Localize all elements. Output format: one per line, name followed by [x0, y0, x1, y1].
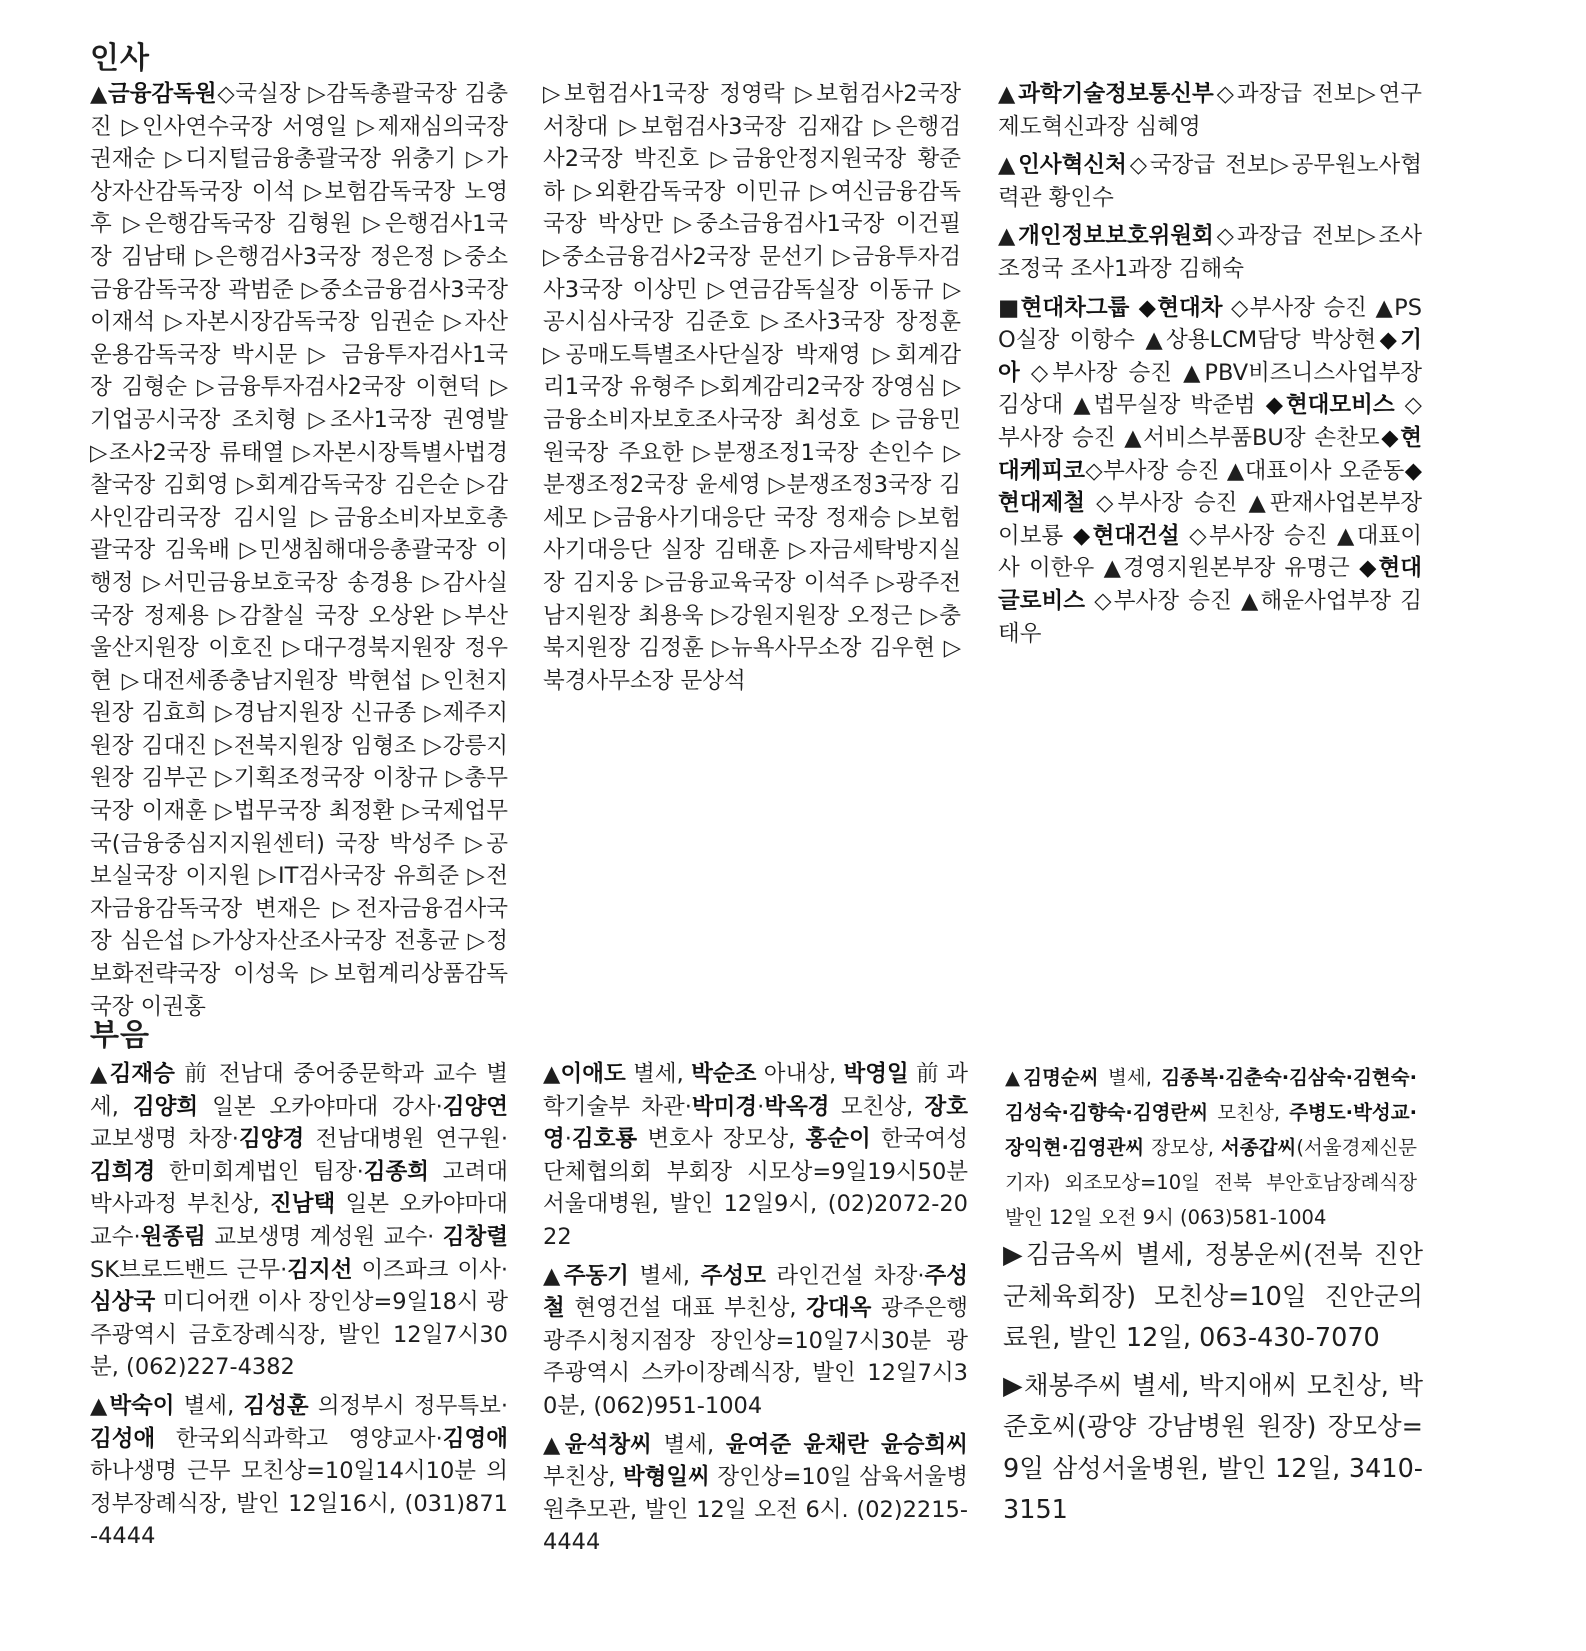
- body-text: 장모상,: [1144, 1136, 1221, 1159]
- body-text: ◇부사장 승진 ▲해운사업부장 김태우: [998, 587, 1422, 647]
- body-text: SK브로드밴드 근무·: [90, 1256, 288, 1283]
- body-text: 모친상,: [1208, 1101, 1290, 1124]
- body-text: ◇부사장 승진 ▲대표이사 오준동: [1084, 457, 1405, 484]
- body-text: ■: [998, 294, 1021, 321]
- body-text: ◇부사장 승진 ▲PBV비즈니스사업부장 김상대 ▲법무실장 박준범: [998, 359, 1422, 419]
- name-text: 김성애: [90, 1425, 156, 1452]
- body-text: 고려대 박사과정 부친상,: [90, 1158, 508, 1218]
- body-text: ◇국실장 ▷감독총괄국장 김충진 ▷인사연수국장 서영일 ▷제재심의국장 권재순 ▷디지털금융총괄국장 위충기 ▷가상자산감독국장 이석 ▷보험감독국장 노영후 ▷은행감독국장 김형원 ▷은행검사1국장 김남태 ▷은행검사3국장 정은정 ▷중소금융감독국장 곽범준 ▷중소금융검사3국장 이재석 ▷자본시장감독국장 임권순 ▷자산운용감독국장 박시문 ▷ 금융투자검사1국장 김형순 ▷금융투자검사2국장 이현덕 ▷기업공시국장 조치형 ▷조사1국장 권영발 ▷조사2국장 류태열 ▷자본시장특별사법경찰국장 김회영 ▷회계감독국장 김은순 ▷감사인감리국장 김시일 ▷금융소비자보호총괄국장 김욱배 ▷민생침해대응총괄국장 이행정 ▷서민금융보호국장 송경용 ▷감사실 국장 정제용 ▷감찰실 국장 오상완 ▷부산울산지원장 이호진 ▷대구경북지원장 정우현 ▷대전세종충남지원장 박현섭 ▷인천지원장 김효희 ▷경남지원장 신규종 ▷제주지원장 김대진 ▷전북지원장 임형조 ▷강릉지원장 김부곤 ▷기획조정국장 이창규 ▷총무국장 이재훈 ▷법무국장 최정환 ▷국제업무국(금융중심지지원센터) 국장 박성주 ▷공보실국장 이지원 ▷IT검사국장 유희준 ▷전자금융감독국장 변재은 ▷전자금융검사국장 심은섭 ▷가상자산조사국장 전홍균 ▷정보화전략국장 이성욱 ▷보험계리상품감독국장 이권홍: [90, 81, 509, 1020]
- name-text: 박옥경: [764, 1093, 830, 1120]
- paragraph: [543, 78, 961, 697]
- name-text: 김양경: [238, 1126, 305, 1153]
- paragraph: [1003, 1235, 1423, 1360]
- name-text: 김종복·김춘숙·김삼숙·김현숙·김성숙·김향숙·김영란씨: [1005, 1066, 1417, 1124]
- body-text: 모친상,: [829, 1093, 925, 1120]
- body-text: 변호사 장모상,: [637, 1126, 806, 1153]
- name-text: 김지선: [287, 1256, 353, 1283]
- name-text: 심상국: [90, 1289, 156, 1316]
- body-text: ◇국장급 전보▷공무원노사협력관 황인수: [998, 152, 1422, 211]
- name-text: 주병도·박성교·장익현·김영관씨: [1005, 1101, 1417, 1159]
- name-text: 강대옥: [806, 1295, 872, 1322]
- name-text: 금융감독원: [107, 81, 217, 107]
- paragraph: [90, 1390, 508, 1553]
- bueum-column-3-large: [1003, 1235, 1423, 1532]
- name-text: ◆현대차: [1129, 294, 1223, 321]
- body-text: 교보생명 계성원 교수·: [205, 1223, 443, 1250]
- paragraph: [998, 149, 1422, 214]
- body-text: 광주은행 광주시청지점장 장인상=10일7시30분 광주광역시 스카이장례식장, 발인 12일7시30분, (062)951-1004: [543, 1295, 968, 1419]
- name-text: 과학기술정보통신부: [1018, 81, 1214, 107]
- body-text: 하나생명 근무 모친상=10일14시10분 의정부장례식장, 발인 12일16시, (031)871-4444: [90, 1458, 508, 1550]
- body-text: 별세,: [625, 1061, 692, 1087]
- body-text: ▷보험검사1국장 정영락 ▷보험검사2국장 서창대 ▷보험검사3국장 김재갑 ▷은행검사2국장 박진호 ▷금융안정지원국장 황준하 ▷외환감독국장 이민규 ▷여신금융감독국장 박상만 ▷중소금융검사1국장 이건필 ▷중소금융검사2국장 문선기 ▷금융투자검사3국장 이상민 ▷연금감독실장 이동규 ▷공시심사국장 김준호 ▷조사3국장 장정훈 ▷공매도특별조사단실장 박재영 ▷회계감리1국장 유형주 ▷회계감리2국장 장영심 ▷금융소비자보호조사국장 최성호 ▷금융민원국장 주요한 ▷분쟁조정1국장 손인수 ▷분쟁조정2국장 윤세영 ▷분쟁조정3국장 김세모 ▷금융사기대응단 국장 정재승 ▷보험사기대응단 실장 김태훈 ▷자금세탁방지실장 김지웅 ▷금융교육국장 이석주 ▷광주전남지원장 최용욱 ▷강원지원장 오정근 ▷충북지원장 김정훈 ▷뉴욕사무소장 김우현 ▷북경사무소장 문상석: [543, 81, 961, 694]
- body-text: ▲: [90, 1392, 110, 1419]
- name-text: 김명순씨: [1023, 1066, 1099, 1089]
- name-text: 이애도: [560, 1061, 626, 1087]
- insa-column-2: [543, 78, 961, 697]
- body-text: ◇부사장 승진 ▲PSO실장 이항수 ▲상용LCM담당 박상현: [998, 294, 1423, 354]
- bueum-column-2: [543, 1058, 968, 1559]
- body-text: 한미회계법인 팀장·: [155, 1158, 364, 1185]
- body-text: 미디어캔 이사 장인상=9일18시 광주광역시 금호장례식장, 발인 12일7시30분, (062)227-4382: [90, 1289, 508, 1381]
- paragraph: [998, 292, 1422, 651]
- paragraph: [90, 78, 508, 1023]
- body-text: 교보생명 차장·: [90, 1126, 239, 1153]
- body-text: 장인상=10일 삼육서울병원추모관, 발인 12일 오전 6시. (02)2215-4444: [543, 1464, 968, 1556]
- name-text: 원종림: [140, 1223, 206, 1250]
- body-text: 별세,: [628, 1262, 701, 1289]
- body-text: ◇과장급 전보▷조사조정국 조사1과장 김해숙: [998, 223, 1422, 282]
- body-text: 한국여성단체협의회 부회장 시모상=9일19시50분 서울대병원, 발인 12일9시, (02)2072-2022: [543, 1126, 968, 1250]
- paragraph: [90, 1058, 508, 1384]
- insa-column-3: [998, 78, 1422, 650]
- body-text: ◇부사장 승진 ▲대표이사 이한우 ▲경영지원본부장 유명근: [998, 522, 1423, 582]
- name-text: 박형일씨: [622, 1464, 710, 1491]
- body-text: (서울경제신문 기자) 외조모상=10일 전북 부안호남장례식장 발인 12일 오전 9시 (063)581-1004: [1005, 1136, 1417, 1229]
- name-text: 박미경: [691, 1093, 758, 1120]
- body-text: ▲: [998, 223, 1019, 250]
- body-text: ▲: [543, 1431, 565, 1458]
- body-text: 부친상,: [543, 1464, 623, 1491]
- name-text: 김양희: [132, 1093, 199, 1120]
- body-text: 별세,: [174, 1392, 244, 1419]
- body-text: 별세,: [651, 1431, 726, 1458]
- paragraph: [998, 220, 1422, 285]
- name-text: 박순조: [691, 1061, 757, 1087]
- body-text: ◇부사장 승진 ▲서비스부품BU장 손찬모: [998, 392, 1422, 451]
- name-text: 김창렬: [442, 1223, 508, 1250]
- body-text: 현영건설 대표 부친상,: [564, 1295, 807, 1322]
- name-text: 인사혁신처: [1018, 152, 1127, 179]
- name-text: 박숙이: [109, 1392, 175, 1419]
- paragraph: [1005, 1060, 1417, 1235]
- insa-column-1: [90, 78, 508, 1023]
- body-text: 전남대병원 연구원·: [304, 1126, 509, 1153]
- body-text: ·: [757, 1093, 765, 1120]
- paragraph: [1003, 1366, 1423, 1532]
- body-text: 별세, 정봉운씨(전북 진안군체육회장) 모친상=10일 진안군의료원, 발인 12일, 063-430-7070: [1003, 1240, 1423, 1353]
- name-text: 김재승: [109, 1061, 175, 1087]
- name-text: 주성모: [700, 1262, 766, 1289]
- name-text: 진남택: [269, 1191, 336, 1218]
- body-text: 아내상,: [756, 1061, 844, 1087]
- name-text: ◆기아: [998, 327, 1423, 386]
- body-text: ▲: [543, 1061, 561, 1087]
- name-text: 김성훈: [243, 1392, 309, 1419]
- body-text: 한국외식과학고 영양교사·: [155, 1425, 443, 1452]
- body-text: ▲: [90, 81, 108, 107]
- name-text: ◆현대케피코: [998, 424, 1422, 484]
- body-text: ▲: [998, 81, 1019, 107]
- name-text: 김종희: [363, 1158, 430, 1185]
- body-text: 이즈파크 이사·: [352, 1256, 508, 1283]
- bueum-column-3-small: [1005, 1060, 1417, 1235]
- body-text: 일본 오카야마대 교수·: [90, 1191, 508, 1250]
- body-text: 별세,: [1098, 1066, 1162, 1089]
- paragraph: [543, 1429, 968, 1559]
- body-text: ◇부사장 승진 ▲판재사업본부장 이보룡: [998, 490, 1422, 549]
- body-text: ▲: [998, 152, 1019, 179]
- body-text: ▲: [1005, 1066, 1024, 1089]
- body-text: ◇과장급 전보▷연구제도혁신과장 심혜영: [998, 81, 1422, 140]
- name-text: ◆현대글로비스: [998, 555, 1423, 614]
- name-text: 김양연: [442, 1093, 508, 1120]
- bueum-column-1: [90, 1058, 508, 1553]
- name-text: 박영일: [843, 1061, 909, 1087]
- body-text: ·: [564, 1126, 572, 1153]
- name-text: ◆현대모비스: [1265, 392, 1395, 419]
- name-text: 현대차그룹: [1020, 294, 1130, 321]
- name-text: 김희경: [90, 1158, 156, 1185]
- name-text: 홍순이: [805, 1126, 871, 1153]
- body-text: ▲: [543, 1262, 564, 1289]
- body-text: 前 전남대 중어중문학과 교수 별세,: [90, 1061, 508, 1120]
- name-text: ◆현대제철: [998, 457, 1422, 517]
- insa-title: 인사: [90, 41, 150, 76]
- name-text: 윤여준 윤채란 윤승희씨: [725, 1431, 968, 1458]
- body-text: 라인건설 차장·: [765, 1262, 925, 1289]
- name-text: 장호영: [543, 1093, 968, 1153]
- body-text: 前 과학기술부 차관·: [543, 1061, 968, 1120]
- body-text: ▶채봉주씨: [1003, 1370, 1123, 1401]
- body-text: ▲: [90, 1061, 110, 1087]
- name-text: 김호룡: [571, 1126, 638, 1153]
- name-text: 서종갑씨: [1221, 1136, 1297, 1159]
- name-text: 윤석창씨: [564, 1431, 652, 1458]
- name-text: 김영애: [442, 1425, 508, 1452]
- name-text: 주동기: [563, 1262, 629, 1289]
- name-text: 주성철: [543, 1262, 968, 1322]
- body-text: ▶김금옥씨: [1003, 1240, 1125, 1270]
- bueum-title: 부음: [90, 1018, 150, 1053]
- paragraph: [998, 78, 1422, 143]
- paragraph: [543, 1058, 968, 1254]
- name-text: 개인정보보호위원회: [1018, 223, 1214, 250]
- body-text: 별세, 박지애씨 모친상, 박준호씨(광양 강남병원 원장) 장모상=9일 삼성서울병원, 발인 12일, 3410-3151: [1003, 1370, 1423, 1525]
- body-text: 일본 오카야마대 강사·: [198, 1093, 443, 1120]
- name-text: ◆현대건설: [1072, 522, 1180, 549]
- paragraph: [543, 1260, 968, 1423]
- body-text: 의정부시 정무특보·: [308, 1392, 508, 1419]
